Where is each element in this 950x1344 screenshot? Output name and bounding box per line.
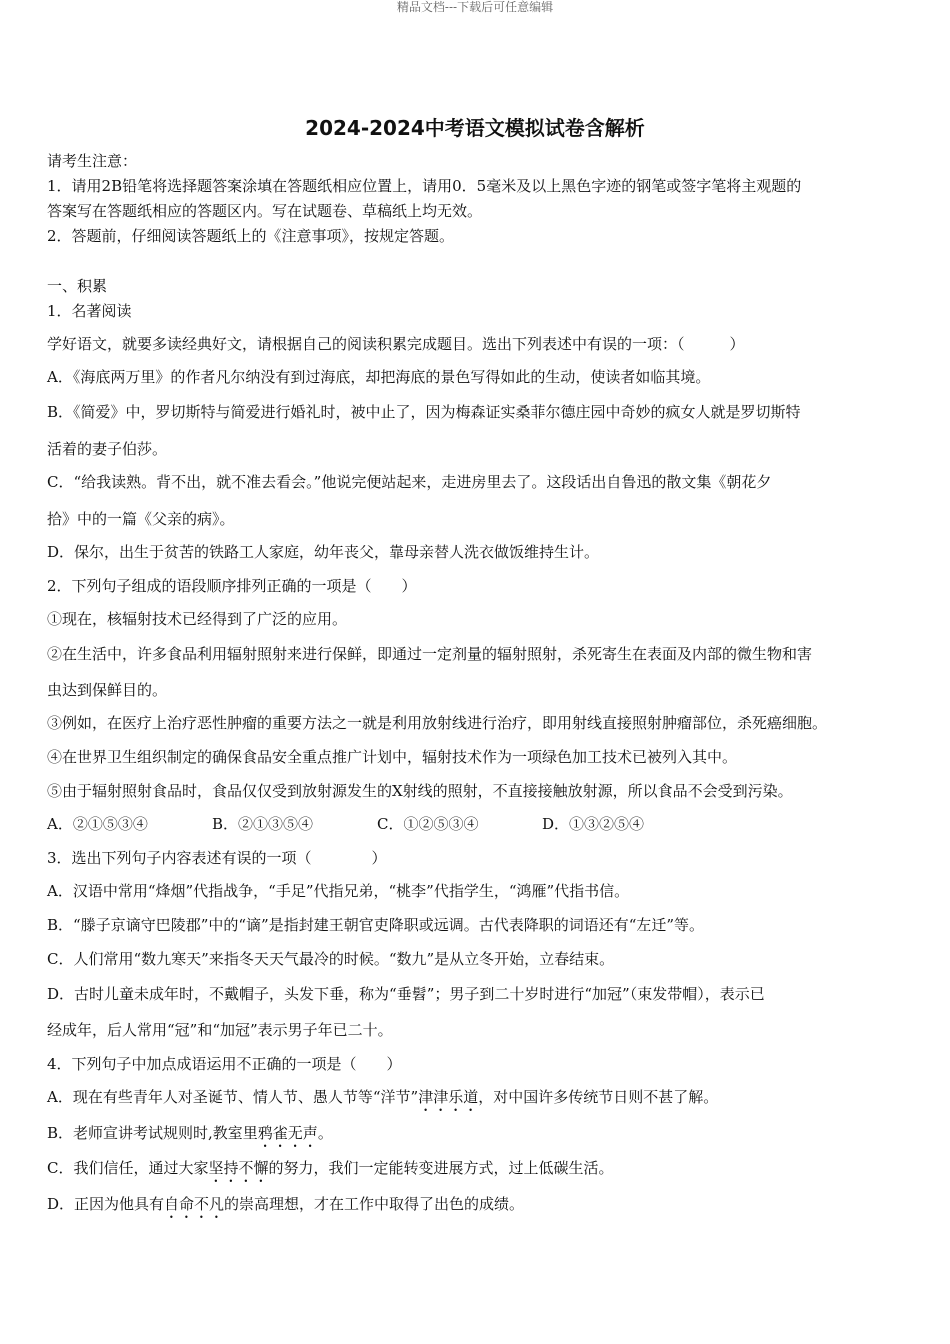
- q2-sentence-4: ④在世界卫生组织制定的确保食品安全重点推广计划中，辐射技术作为一项绿色加工技术已被列入其中。: [47, 748, 738, 766]
- q2-choices: [47, 814, 707, 834]
- q3-stem: 3．选出下列句子内容表述有误的一项（ ）: [47, 849, 387, 867]
- header-note: 精品文档---下载后可任意编辑: [396, 0, 554, 14]
- notice-line-2: 2．答题前，仔细阅读答题纸上的《注意事项》，按规定答题。: [47, 227, 455, 245]
- q1-option-b-line2: 活着的妻子伯莎。: [47, 440, 168, 458]
- page-title: 2024-2024中考语文模拟试卷含解析: [305, 116, 645, 140]
- q4-d-suffix: 的崇高理想，才在工作中取得了出色的成绩。: [224, 1195, 525, 1213]
- q2-choice-a: A．②①⑤③④: [47, 815, 148, 833]
- q4-b-prefix: B．老师宣讲考试规则时,教室里: [47, 1124, 258, 1142]
- q2-sentence-2-line1: ②在生活中，许多食品利用辐射照射来进行保鲜，即通过一定剂量的辐射照射，杀死寄生在表面及内部的微生物和害: [47, 645, 813, 663]
- q4-option-a: [47, 1087, 718, 1115]
- q4-option-c: [47, 1158, 614, 1186]
- q1-option-d: D．保尔，出生于贫苦的铁路工人家庭，幼年丧父，靠母亲替人洗衣做饭维持生计。: [47, 543, 600, 561]
- q2-sentence-3: ③例如，在医疗上治疗恶性肿瘤的重要方法之一就是利用放射线进行治疗，即用射线直接照射肿瘤部位，杀死癌细胞。: [47, 714, 828, 732]
- q4-option-d: [47, 1194, 524, 1222]
- q3-option-c: C．人们常用“数九寒天”来指冬天天气最冷的时候。“数九”是从立冬开始，立春结束。: [47, 950, 615, 968]
- q3-option-b: B．“滕子京谪守巴陵郡”中的“谪”是指封建王朝官吏降职或远调。古代表降职的词语还有“左迁”等。: [47, 916, 705, 934]
- q1-option-b-line1: B．《简爱》中，罗切斯特与简爱进行婚礼时，被中止了，因为梅森证实桑菲尔德庄园中奇妙的疯女人就是罗切斯特: [47, 403, 801, 421]
- q2-choice-d: D．①③②⑤④: [542, 815, 645, 833]
- q2-sentence-2-line2: 虫达到保鲜目的。: [47, 681, 168, 699]
- q4-b-idiom: 鸦雀无声: [257, 1124, 318, 1142]
- q4-a-idiom: 津津乐道: [418, 1088, 479, 1106]
- q1-heading: 1．名著阅读: [47, 302, 132, 320]
- q1-stem: 学好语文，就要多读经典好文，请根据自己的阅读积累完成题目。选出下列表述中有误的一项：（ ）: [47, 335, 745, 353]
- q1-option-c-line2: 拾》中的一篇《父亲的病》。: [47, 510, 235, 528]
- q1-option-a: A．《海底两万里》的作者凡尔纳没有到过海底，却把海底的景色写得如此的生动，使读者如临其境。: [47, 368, 711, 386]
- notice-line-1a: 1．请用2B铅笔将选择题答案涂填在答题纸相应位置上，请用0．5毫米及以上黑色字迹的钢笔或签字笔将主观题的: [47, 177, 802, 195]
- notice-heading: 请考生注意：: [47, 152, 138, 170]
- q4-a-suffix: ，对中国许多传统节日则不甚了解。: [478, 1088, 719, 1106]
- q2-sentence-5: ⑤由于辐射照射食品时，食品仅仅受到放射源发生的X射线的照射，不直接接触放射源，所以食品不会受到污染。: [47, 782, 793, 800]
- q4-c-idiom: 坚持不懈: [208, 1159, 269, 1177]
- q4-c-suffix: 的努力，我们一定能转变进展方式，过上低碳生活。: [268, 1159, 614, 1177]
- q2-choice-c: C．①②⑤③④: [377, 815, 479, 833]
- q4-c-prefix: C．我们信任，通过大家: [47, 1159, 209, 1177]
- q4-stem: 4．下列句子中加点成语运用不正确的一项是（ ）: [47, 1055, 402, 1073]
- q1-option-c-line1: C．“给我读熟。背不出，就不准去看会。”他说完便站起来，走进房里去了。这段话出自鲁迅的散文集《朝花夕: [47, 473, 772, 491]
- q4-d-idiom: 自命不凡: [164, 1195, 225, 1213]
- notice-line-1b: 答案写在答题纸相应的答题区内。写在试题卷、草稿纸上均无效。: [47, 202, 483, 220]
- section-heading: 一、积累: [47, 277, 108, 295]
- q4-b-suffix: 。: [317, 1124, 333, 1142]
- q3-option-d-line2: 经成年，后人常用“冠”和“加冠”表示男子年已二十。: [47, 1021, 393, 1039]
- q2-choice-b: B．②①③⑤④: [212, 815, 314, 833]
- q4-d-prefix: D．正因为他具有: [47, 1195, 165, 1213]
- q4-a-prefix: A．现在有些青年人对圣诞节、情人节、愚人节等“洋节”: [47, 1088, 419, 1106]
- q3-option-d-line1: D．古时儿童未成年时，不戴帽子，头发下垂，称为“垂髫”；男子到二十岁时进行“加冠”（束发带帽），表示已: [47, 985, 765, 1003]
- q2-stem: 2．下列句子组成的语段顺序排列正确的一项是（ ）: [47, 577, 417, 595]
- q3-option-a: A．汉语中常用“烽烟”代指战争，“手足”代指兄弟，“桃李”代指学生，“鸿雁”代指书信。: [47, 882, 630, 900]
- q2-sentence-1: ①现在，核辐射技术已经得到了广泛的应用。: [47, 610, 348, 628]
- q4-option-b: [47, 1123, 333, 1151]
